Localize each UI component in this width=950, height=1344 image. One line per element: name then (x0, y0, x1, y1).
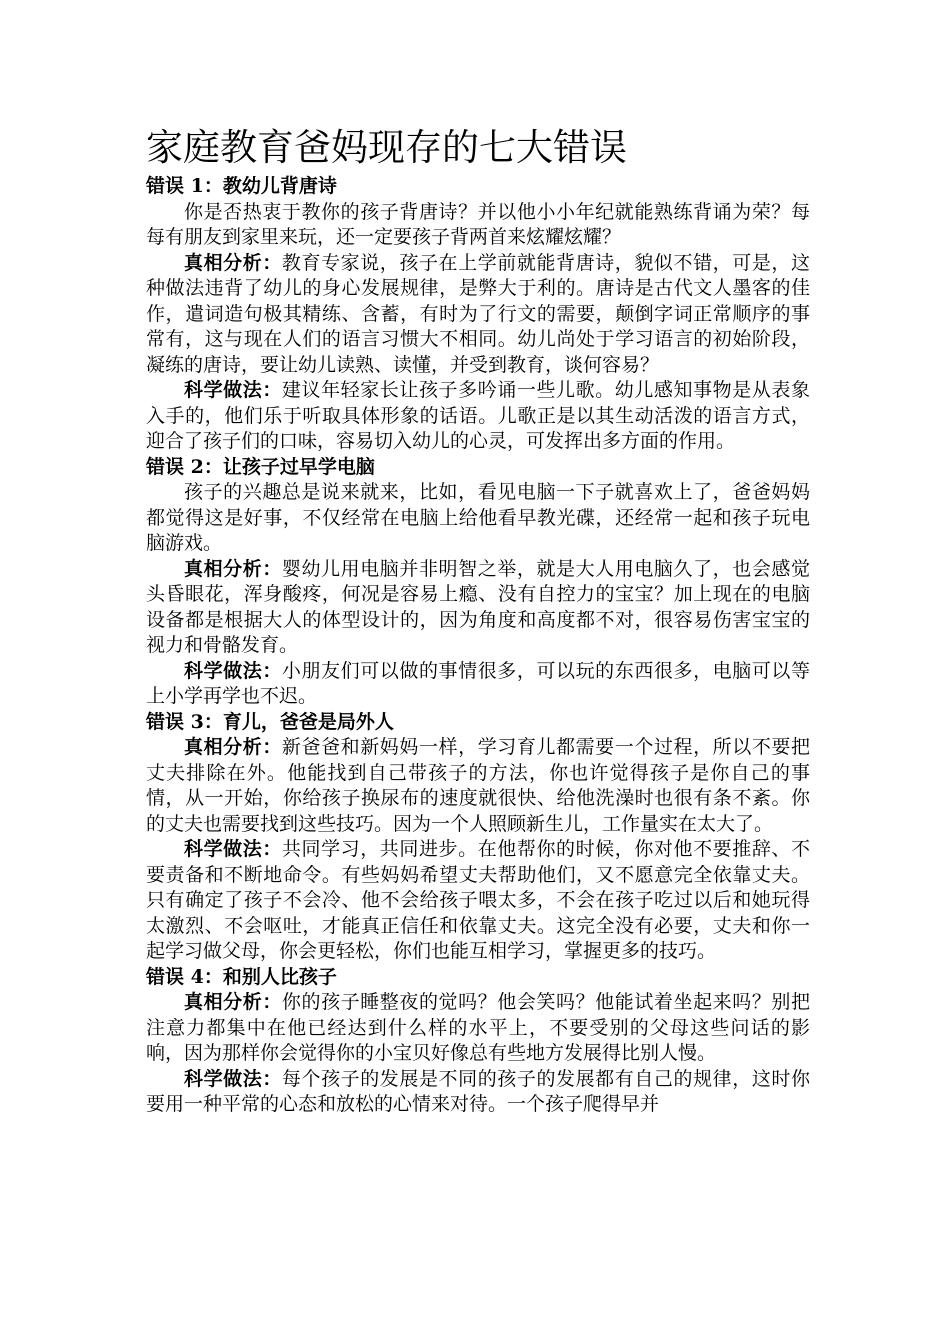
paragraph (146, 990, 810, 1067)
paragraph-text: 共同学习，共同进步。在他帮你的时候，你对他不要推辞、不要责备和不断地命令。有些妈妈希望丈夫帮助他们，又不愿意完全依靠丈夫。只有确定了孩子不会冷、他不会给孩子喂太多，不会在孩子吃过以后和她玩得太激烈、不会呕吐，才能真正信任和依靠丈夫。这完全没有必要，丈夫和你一起学习做父母，你会更轻松，你们也能互相学习，掌握更多的技巧。 (146, 838, 810, 962)
document-page (146, 122, 810, 1118)
section-error-2 (146, 455, 810, 710)
paragraph (146, 480, 810, 557)
paragraph-text: 你的孩子睡整夜的觉吗？他会笑吗？他能试着坐起来吗？别把注意力都集中在他已经达到什么样的水平上，不要受别的父母这些问话的影响，因为那样你会觉得你的小宝贝好像总有些地方发展得比别人慢。 (146, 991, 810, 1064)
paragraph (146, 1067, 810, 1118)
section-error-3 (146, 710, 810, 965)
paragraph (146, 557, 810, 659)
paragraph-label: 真相分析： (184, 991, 282, 1013)
section-heading: 错误 3：育儿，爸爸是局外人 (146, 710, 394, 733)
paragraph-label: 科学做法： (184, 838, 282, 860)
paragraph (146, 251, 810, 379)
paragraph-text: 每个孩子的发展是不同的孩子的发展都有自己的规律，这时你要用一种平常的心态和放松的心情来对待。一个孩子爬得早并 (146, 1067, 810, 1115)
paragraph-label: 真相分析： (184, 736, 282, 758)
section-heading: 错误 4：和别人比孩子 (146, 965, 337, 988)
paragraph (146, 378, 810, 455)
paragraph-text: 建议年轻家长让孩子多吟诵一些儿歌。幼儿感知事物是从表象入手的，他们乐于听取具体形象的话语。儿歌正是以其生动活泼的语言方式，迎合了孩子们的口味，容易切入幼儿的心灵，可发挥出多方面的作用。 (146, 379, 810, 452)
section-error-4 (146, 965, 810, 1118)
paragraph (146, 200, 810, 251)
paragraph (146, 659, 810, 710)
paragraph-label: 科学做法： (184, 379, 282, 401)
paragraph-label: 科学做法： (184, 659, 282, 682)
paragraph-text: 小朋友们可以做的事情很多，可以玩的东西很多，电脑可以等上小学再学也不迟。 (146, 659, 810, 707)
paragraph-label: 真相分析： (184, 557, 282, 580)
paragraph (146, 735, 810, 837)
paragraph-text: 你是否热衷于教你的孩子背唐诗？并以他小小年纪就能熟练背诵为荣？每每有朋友到家里来玩，还一定要孩子背两首来炫耀炫耀？ (146, 200, 810, 248)
paragraph-text: 新爸爸和新妈妈一样，学习育儿都需要一个过程，所以不要把丈夫排除在外。他能找到自己带孩子的方法，你也许觉得孩子是你自己的事情，从一开始，你给孩子换尿布的速度就很快、给他洗澡时也很有条不紊。你的丈夫也需要找到这些技巧。因为一个人照顾新生儿，工作量实在太大了。 (146, 736, 810, 835)
section-heading: 错误 1：教幼儿背唐诗 (146, 175, 337, 197)
paragraph-label: 科学做法： (184, 1067, 282, 1090)
paragraph-label: 真相分析： (184, 251, 282, 274)
paragraph-text: 婴幼儿用电脑并非明智之举，就是大人用电脑久了，也会感觉头昏眼花，浑身酸疼，何况是容易上瘾、没有自控力的宝宝？加上现在的电脑设备都是根据大人的体型设计的，因为角度和高度都不对，很容易伤害宝宝的视力和骨骼发育。 (146, 557, 810, 656)
paragraph-text: 教育专家说，孩子在上学前就能背唐诗，貌似不错，可是，这种做法违背了幼儿的身心发展规律，是弊大于利的。唐诗是古代文人墨客的佳作，遣词造句极其精练、含蓄，有时为了行文的需要，颠倒字词正常顺序的事常有，这与现在人们的语言习惯大不相同。幼儿尚处于学习语言的初始阶段，凝练的唐诗，要让幼儿读熟、读懂，并受到教育，谈何容易？ (146, 251, 810, 376)
section-heading: 错误 2：让孩子过早学电脑 (146, 455, 375, 478)
paragraph-text: 孩子的兴趣总是说来就来，比如，看见电脑一下子就喜欢上了，爸爸妈妈都觉得这是好事，不仅经常在电脑上给他看早教光碟，还经常一起和孩子玩电脑游戏。 (146, 481, 810, 554)
document-title: 家庭教育爸妈现存的七大错误 (146, 126, 627, 169)
section-error-1 (146, 174, 810, 455)
paragraph (146, 837, 810, 965)
